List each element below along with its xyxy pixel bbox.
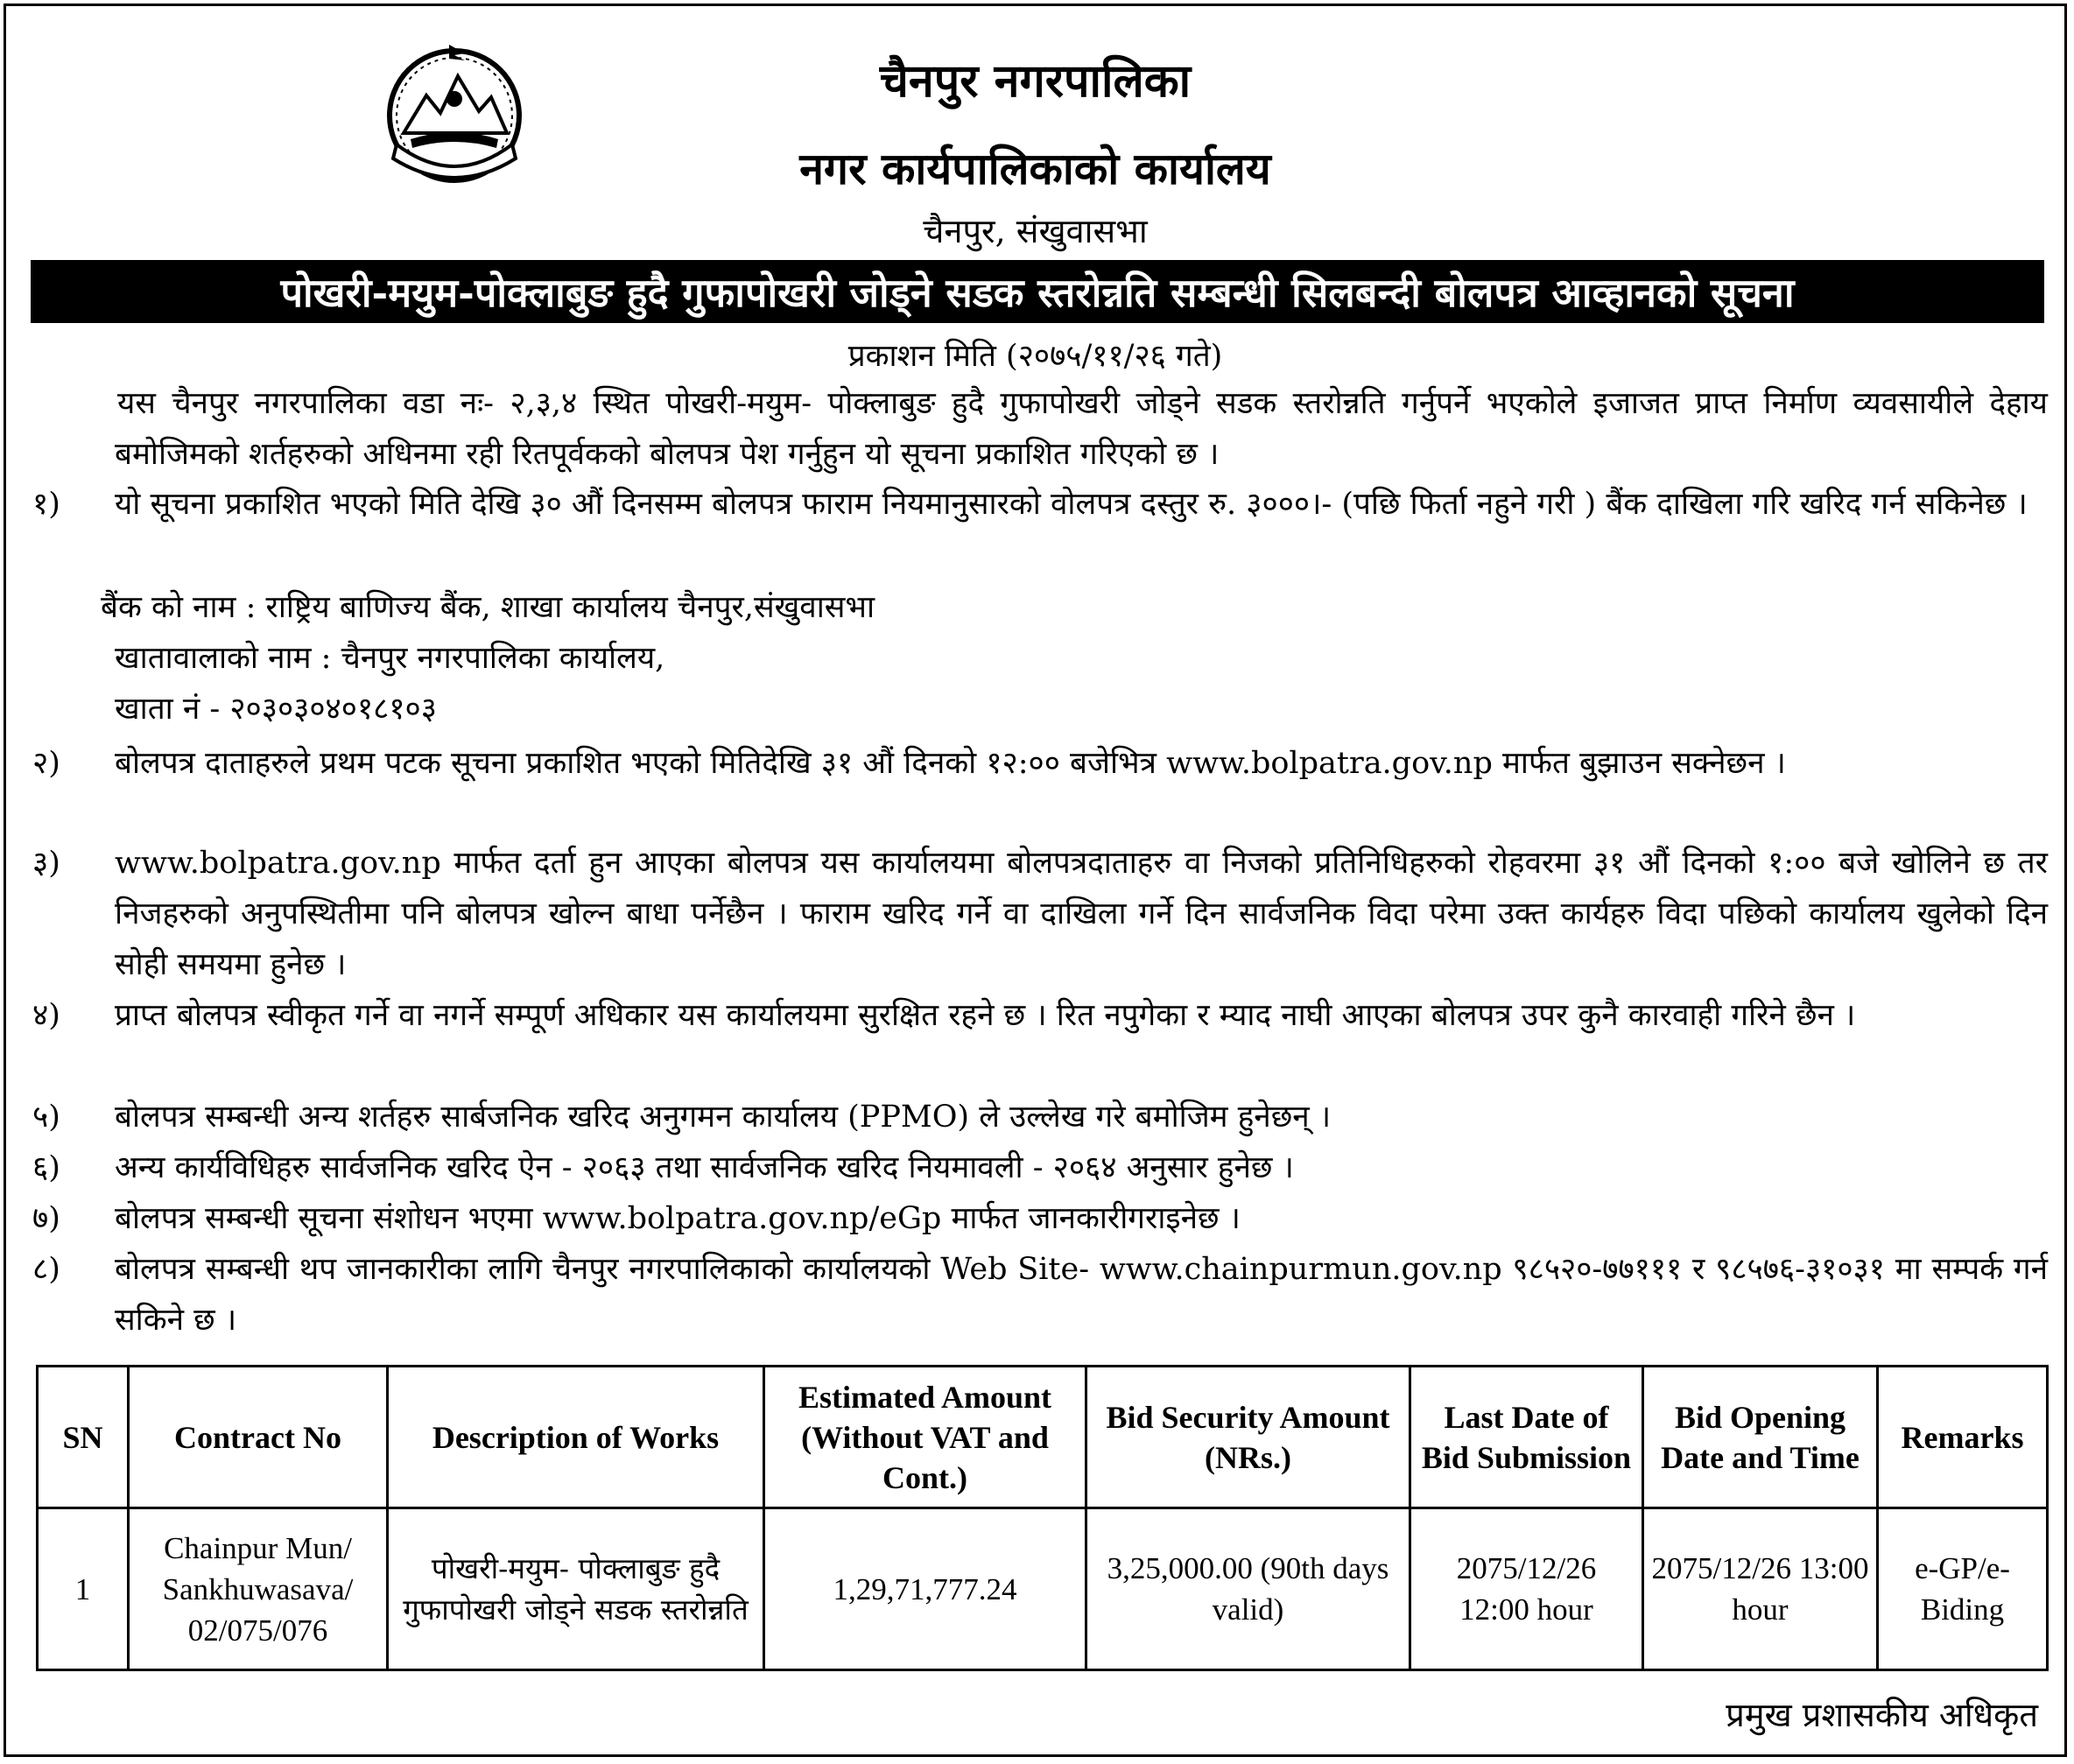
condition-number: १) <box>32 487 60 522</box>
column-header-estimated-amount: Estimated Amount (Without VAT and Cont.) <box>764 1367 1086 1508</box>
column-header-description: Description of Works <box>388 1367 764 1508</box>
column-header-bid-security: Bid Security Amount (NRs.) <box>1086 1367 1410 1508</box>
condition-item-4 <box>32 990 2048 1041</box>
cell-bid-security: 3,25,000.00 (90th days valid) <box>1086 1508 1410 1670</box>
condition-text: प्राप्त बोलपत्र स्वीकृत गर्ने वा नगर्ने सम्पूर्ण अधिकार यस कार्यालयमा सुरक्षित रहने छ । रित नपुगेका र म्याद नाघी आएका बोलपत्र उपर कुनै कारवाही गरिने छैन । <box>115 998 1856 1033</box>
municipality-name: चैनपुर नगरपालिका <box>879 54 1192 108</box>
column-header-opening-date: Bid Opening Date and Time <box>1643 1367 1878 1508</box>
condition-text: www.bolpatra.gov.np मार्फत दर्ता हुन आएका बोलपत्र यस कार्यालयमा बोलपत्रदाताहरु वा निजको प्रतिनिधिहरुको रोहवरमा ३१ औं दिनको १:०० बजे खोलिने छ तर निजहरुको अनुपस्थितीमा पनि बोलपत्र खोल्न बाधा पर्नेछैन । फाराम खरिद गर्ने वा दाखिला गर्ने दिन सार्वजनिक विदा परेमा उक्त कार्यहरु विदा पछिको कार्यालय खुलेको दिन सोही समयमा हुनेछ । <box>115 846 2048 982</box>
account-holder: खातावालाको नाम : चैनपुर नगरपालिका कार्यालय, <box>115 641 665 676</box>
office-address: चैनपुर, संखुवासभा <box>923 212 1148 250</box>
cell-remarks: e-GP/e-Biding <box>1878 1508 2048 1670</box>
condition-text: बोलपत्र सम्बन्धी थप जानकारीका लागि चैनपुर नगरपालिकाको कार्यालयको Web Site- www.chainpurmun.gov.np ९८५२०-७७१११ र ९८५७६-३१०३१ मा सम्पर्क गर्न सकिने छ । <box>115 1252 2048 1338</box>
cell-contract-no: Chainpur Mun/ Sankhuwasava/ 02/075/076 <box>129 1508 388 1670</box>
notice-page <box>4 4 2067 1757</box>
condition-number: २) <box>32 746 60 781</box>
cell-description: पोखरी-मयुम- पोक्लाबुङ हुदै गुफापोखरी जोड्ने सडक स्तरोन्नति <box>388 1508 764 1670</box>
column-header-sn: SN <box>38 1367 129 1508</box>
condition-item-6 <box>32 1142 2048 1193</box>
account-number: खाता नं - २०३०३०४०१८१०३ <box>115 692 437 727</box>
condition-number: ४) <box>32 998 60 1033</box>
bank-name: बैंक को नाम : राष्ट्रिय बाणिज्य बैंक, शाखा कार्यालय चैनपुर,संखुवासभा <box>101 590 875 625</box>
condition-item-2 <box>32 738 2048 789</box>
condition-number: ६) <box>32 1150 60 1185</box>
condition-item-1 <box>32 479 2048 530</box>
notice-title-banner <box>31 260 2044 323</box>
cell-last-date: 2075/12/26 12:00 hour <box>1410 1508 1643 1670</box>
column-header-remarks: Remarks <box>1878 1367 2048 1508</box>
publication-date: प्रकाशन मिति (२०७५/११/२६ गते) <box>847 339 1223 374</box>
condition-item-3 <box>32 838 2048 990</box>
condition-text: बोलपत्र दाताहरुले प्रथम पटक सूचना प्रकाशित भएको मितिदेखि ३१ औं दिनको १२:०० बजेभित्र www.bolpatra.gov.np मार्फत बुझाउन सक्नेछन । <box>115 746 1786 781</box>
table-header-row <box>38 1367 2048 1508</box>
condition-item-8 <box>32 1244 2048 1346</box>
notice-title: पोखरी-मयुम-पोक्लाबुङ हुदै गुफापोखरी जोड्ने सडक स्तरोन्नति सम्बन्धी सिलबन्दी बोलपत्र आव्हानको सूचना <box>280 269 1795 316</box>
condition-item-5 <box>32 1092 2048 1142</box>
condition-text: बोलपत्र सम्बन्धी अन्य शर्तहरु सार्बजनिक खरिद अनुगमन कार्यालय (PPMO) ले उल्लेख गरे बमोजिम हुनेछन् । <box>115 1100 1332 1135</box>
condition-text: यो सूचना प्रकाशित भएको मिति देखि ३० औं दिनसम्म बोलपत्र फाराम नियमानुसारको वोलपत्र दस्तुर रु. ३०००।- (पछि फिर्ता नहुने गरी ) बैंक दाखिला गरि खरिद गर्न सकिनेछ । <box>115 487 2028 522</box>
condition-number: ८) <box>32 1252 60 1287</box>
condition-text: बोलपत्र सम्बन्धी सूचना संशोधन भएमा www.bolpatra.gov.np/eGp मार्फत जानकारीगराइनेछ । <box>115 1201 1241 1236</box>
condition-text: अन्य कार्यविधिहरु सार्वजनिक खरिद ऐन - २०६३ तथा सार्वजनिक खरिद नियमावली - २०६४ अनुसार हुनेछ । <box>115 1150 1294 1185</box>
intro-paragraph: यस चैनपुर नगरपालिका वडा नः- २,३,४ स्थित पोखरी-मयुम- पोक्लाबुङ हुदै गुफापोखरी जोड्ने सडक स्तरोन्नति गर्नुपर्ने भएकोले इजाजत प्राप्त निर्माण व्यवसायीले देहाय बमोजिमको शर्तहरुको अधिनमा रही रितपूर्वकको बोलपत्र पेश गर्नुहुन यो सूचना प्रकाशित गरिएको छ । <box>115 386 2048 472</box>
condition-number: ५) <box>32 1100 60 1135</box>
tender-table <box>36 1365 2049 1671</box>
office-name: नगर कार्यपालिकाको कार्यालय <box>799 143 1271 194</box>
cell-sn: 1 <box>38 1508 129 1670</box>
column-header-last-date: Last Date of Bid Submission <box>1410 1367 1643 1508</box>
condition-number: ७) <box>32 1201 60 1236</box>
cell-estimated-amount: 1,29,71,777.24 <box>764 1508 1086 1670</box>
cell-opening-date: 2075/12/26 13:00 hour <box>1643 1508 1878 1670</box>
signatory-title: प्रमुख प्रशासकीय अधिकृत <box>1726 1696 2038 1734</box>
condition-item-7 <box>32 1193 2048 1244</box>
column-header-contract-no: Contract No <box>129 1367 388 1508</box>
table-row <box>38 1508 2048 1670</box>
condition-number: ३) <box>32 846 60 881</box>
